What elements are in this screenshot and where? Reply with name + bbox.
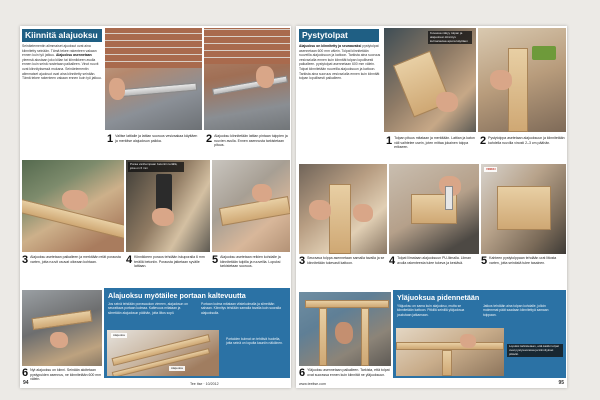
photo-stud-bracket xyxy=(384,28,476,132)
left-footer-mag: Tee itse · 10/2012 xyxy=(190,382,219,386)
box-text-2: Portaan kulma mitataan viistekulmalla ja siirretään sahaan. Kiinnitys tehdään samalla tavalla kuin suoralla alajuoksulla. xyxy=(201,302,281,315)
caption-step-5: 5 Kahteen pystytolppaan tehdään urat liitosta varten, jotta seinästä tulee tasainen. xyxy=(481,256,557,267)
caption-step-4: 4 Kiinnikkeen poraus tehdään iskuporalla 6 mm terällä betoniin. Porausta jatketaan syvälle lattiaan. xyxy=(126,255,205,269)
caption-step-3: 3 Seuraava tolppa asennetaan samalla tavalla ja se kiinnitetään tukevasti kattoon. xyxy=(299,256,385,267)
box-note: Portaiden kulmat on tehtävä huolella, jotta seinä on lopulta kauniin näköinen. xyxy=(226,337,283,346)
box-text-1: Yläjuoksu on sama kuin alajuoksu, mutta se kiinnitetään kattoon. Pitkillä seinillä yläjuoksua joudutaan jatkamaan. xyxy=(397,304,465,317)
photo-drilling-concrete xyxy=(126,160,210,252)
caption-step-2: 2 Pystytolppa asetetaan alajuoksuun ja kiinnitetään kahdella ruuvilla vinosti 2–3 cm päähän. xyxy=(480,136,565,147)
photo-top-plate-joint xyxy=(396,328,504,376)
caption-step-1: 1 Tolpan pituus mitataan ja merkitään. Lattian ja katon väli vaihtelee usein, joten mittaa jokainen tolppa erikseen. xyxy=(386,136,475,150)
drill-note: Poraa vanhempaan betoniin terällä, joka on 6 mm xyxy=(128,162,184,172)
caption-step-4: 4 Tolpat liimataan alajuoksuun PU-liimalla. Liiman avulla rakenteesta tulee tukeva ja kestävä. xyxy=(389,256,472,267)
photo-screwing-stud xyxy=(478,28,566,132)
photo-fastening-sole-plate xyxy=(204,28,290,130)
photo-stair-plate xyxy=(107,330,219,376)
caption-step-3: 3 Alajuoksu asetetaan paikalleen ja merkitään reiät porausta varten, jotta ruuvit osuvat oikeaan kohtaan. xyxy=(22,255,121,266)
box-title: Yläjuoksua pidennetään xyxy=(397,293,480,302)
box-text-1: Jos seinä tehdään porrasaukon viereen, alajuoksun on seurattava portaan kulmaa. Kaltevuus mitataan ja siirretään alajuoksun päähän, jotta liitos sopii. xyxy=(108,302,188,315)
top-plate-box xyxy=(393,290,566,378)
caption-step-5: 5 Alajuoksu asetetaan reikien kohdalle ja kiinnitetään tulpilla ja ruuveilla. Lopuksi tarkistetaan suoruus. xyxy=(212,255,281,269)
right-footer-site: www.teeitse.com xyxy=(299,382,326,386)
right-page xyxy=(296,26,567,388)
caption-step-6: 6 Nyt alajuoksu on kiinni. Seinään aloitetaan pystypuiden asennus, ne kiinnitetään 600 mm välein. xyxy=(22,368,102,382)
intro-text: Alajuoksu on kiinnitetty ja seuraavaksi pystytolpat asennetaan 600 mm välein. Tolpat kiinnitetään ruuveilla alajuoksuun ja kattoon. Tarkista aina suoruus vesivaa'alla ennen kuin kiinnität tolpan lopullisesti paikalleen. pystytolpat asennetaan 600 mm välein. Tolpat kiinnitetään ruuveilla alajuoksuun ja kattoon. Tarkista aina suoruus vesivaa'alla ennen kuin kiinnität tolpan lopullisesti paikalleen. xyxy=(299,44,381,81)
right-footer-page: 95 xyxy=(558,380,564,386)
caption-step-6: 6 Yläjuoksu asennetaan paikalleen. Tarkista, että tolpat ovat suorassa ennen kuin kiinnität ne yläjuoksuun. xyxy=(299,368,390,379)
photo-screwing-plate xyxy=(212,160,290,252)
intro-text: Seinäelementin alimmaiset ajuoksut ovat aina kiinnitetty seinään. Tämä tekee rakenteen vakaan ennen kuin työ jatkuu. Alajuoksu asennetaan yleensä alustaan joko kiilan tai kiinnikkeen avulla ennen kuin seinä nostetaan paikalleen. Vinot ruuvit ovat kiinnityksessä mukana. Seinäelementin alimmaiset ajuoksut ovat aina kiinnitetty seinään. Tämä tekee rakenteen vakaan ennen kuin työ jatkuu. xyxy=(22,44,102,81)
label-sole-plate-top: Alajuoksu xyxy=(113,333,126,337)
caption-step-1: 1 Valitse lattialle ja lattian suoruus vesivaakaa käyttäen ja merkitse alajuoksun paikka. xyxy=(107,134,198,145)
photo-level-on-wall xyxy=(105,28,202,130)
section-heading: Pystytolpat xyxy=(299,29,379,42)
label-sole-plate-bottom: Alajuoksu xyxy=(171,366,184,370)
photo-stud-placement xyxy=(299,164,387,254)
left-footer: 94 xyxy=(23,380,29,386)
section-heading: Kiinnitä alajuoksu xyxy=(22,29,102,42)
final-note: Lopuksi tarkistetaan, että kaikki tolpat ovat pystysuorassa ja kiinnitykset pitävät. xyxy=(507,344,563,357)
stair-angle-box xyxy=(104,288,290,378)
caption-step-2: 2 Alajuoksu kiinnitetään lattian pintaan tulppien ja ruuvien avulla. Ennen asennusta tarkistetaan pituus. xyxy=(206,134,288,148)
callout-note: Kuvassa näkyy tolpan ja alajuoksun kiinnitys kulmarautaa apuna käyttäen xyxy=(428,31,472,44)
photo-top-plate xyxy=(299,292,391,366)
tip-label: VINKKI xyxy=(486,167,496,171)
box-text-2: Jatkos tehdään aina tolpan kohdalle, jolloin molemmat päät saadaan kiinnitettyä samaan tolppaan. xyxy=(483,304,549,317)
photo-fitted-plate xyxy=(22,290,102,366)
box-title: Alajuoksu myötäilee portaan kaltevuutta xyxy=(108,291,246,300)
left-page xyxy=(20,26,291,388)
photo-marking-plate xyxy=(22,160,124,252)
photo-glueing-stud xyxy=(389,164,479,254)
photo-stud-joint xyxy=(481,164,566,254)
